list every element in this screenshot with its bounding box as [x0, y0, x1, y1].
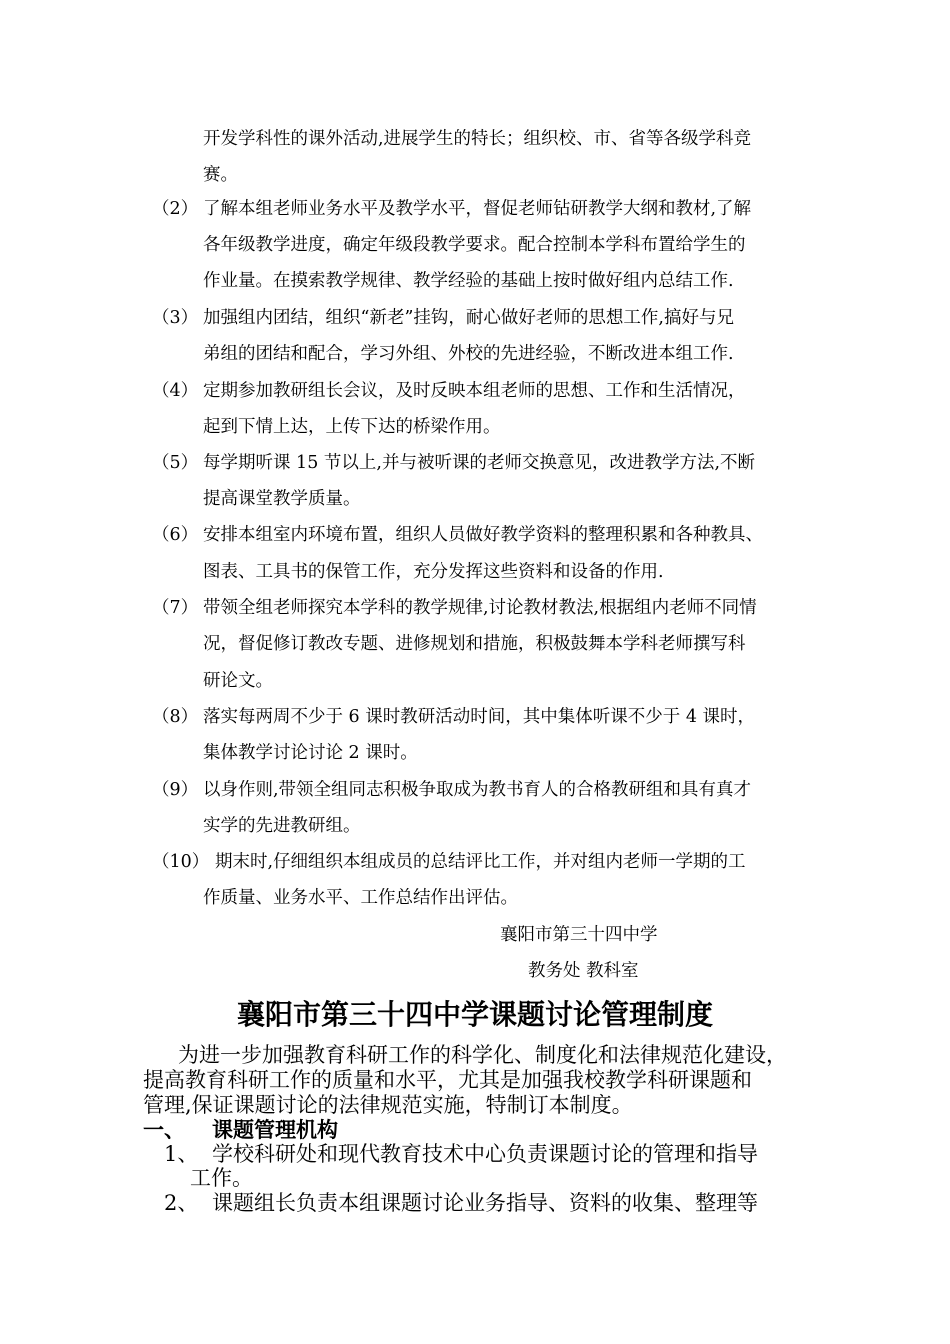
item-line: 实学的先进教研组。	[203, 816, 361, 836]
preamble-line: 为进一步加强教育科研工作的科学化、制度化和法律规范化建设，	[178, 1043, 787, 1067]
list-number: 1、	[164, 1142, 199, 1166]
item-line: 以身作则,带领全组同志积极争取成为教书育人的合格教研组和具有真才	[203, 780, 752, 800]
document-title: 襄阳市第三十四中学课题讨论管理制度	[236, 998, 713, 1031]
item-line: 每学期听课 15 节以上,并与被听课的老师交换意见，改进教学方法,不断	[203, 453, 756, 473]
preamble-line: 管理,保证课题讨论的法律规范实施，特制订本制度。	[143, 1093, 633, 1117]
signature-school: 襄阳市第三十四中学	[500, 925, 658, 945]
item-line: 各年级教学进度，确定年级段教学要求。配合控制本学科布置给学生的	[203, 235, 746, 255]
item-line: 集体教学讨论讨论 2 课时。	[203, 743, 418, 763]
item-line: 起到下情上达，上传下达的桥梁作用。	[203, 417, 501, 437]
intro-line: 开发学科性的课外活动,进展学生的特长；组织校、市、省等各级学科竞	[203, 129, 752, 149]
item-line: 研论文。	[203, 671, 273, 691]
item-line: 作业量。在摸索教学规律、教学经验的基础上按时做好组内总结工作.	[203, 271, 734, 291]
item-line: 了解本组老师业务水平及教学水平，督促老师钻研教学大纲和教材,了解	[203, 199, 752, 219]
item-line: 加强组内团结，组织“新老”挂钩，耐心做好老师的思想工作,搞好与兄	[203, 308, 734, 328]
item-line: 提高课堂教学质量。	[203, 489, 361, 509]
item-number: （9）	[152, 780, 199, 800]
item-number: （8）	[152, 707, 199, 727]
item-number: （5）	[152, 453, 199, 473]
item-line: 作质量、业务水平、工作总结作出评估。	[203, 888, 518, 908]
intro-line: 赛。	[203, 165, 238, 185]
list-line: 工作。	[190, 1166, 253, 1190]
item-number: （6）	[152, 525, 199, 545]
item-line: 落实每两周不少于 6 课时教研活动时间，其中集体听课不少于 4 课时，	[203, 707, 756, 727]
item-line: 弟组的团结和配合，学习外组、外校的先进经验，不断改进本组工作.	[203, 344, 734, 364]
item-number: （2）	[152, 199, 199, 219]
item-line: 图表、工具书的保管工作，充分发挥这些资料和设备的作用.	[203, 562, 664, 582]
signature-office: 教务处 教科室	[528, 961, 639, 981]
list-line: 学校科研处和现代教育技术中心负责课题讨论的管理和指导	[212, 1142, 758, 1166]
item-line: 况，督促修订教改专题、进修规划和措施，积极鼓舞本学科老师撰写科	[203, 634, 746, 654]
item-number: （7）	[152, 598, 199, 618]
section-heading: 课题管理机构	[212, 1117, 338, 1142]
item-number: （4）	[152, 381, 199, 401]
item-line: 定期参加教研组长会议，及时反映本组老师的思想、工作和生活情况，	[203, 381, 746, 401]
preamble-line: 提高教育科研工作的质量和水平，尤其是加强我校教学科研课题和	[143, 1068, 752, 1092]
item-number: （3）	[152, 308, 199, 328]
item-line: 安排本组室内环境布置，组织人员做好教学资料的整理积累和各种教具、	[203, 525, 763, 545]
section-number: 一、	[143, 1117, 185, 1142]
item-line: 期末时,仔细组织本组成员的总结评比工作，并对组内老师一学期的工	[215, 852, 746, 872]
item-line: 带领全组老师探究本学科的教学规律,讨论教材教法,根据组内老师不同情	[203, 598, 757, 618]
list-line: 课题组长负责本组课题讨论业务指导、资料的收集、整理等	[212, 1191, 758, 1215]
list-number: 2、	[164, 1191, 199, 1215]
item-number: （10）	[152, 852, 210, 872]
